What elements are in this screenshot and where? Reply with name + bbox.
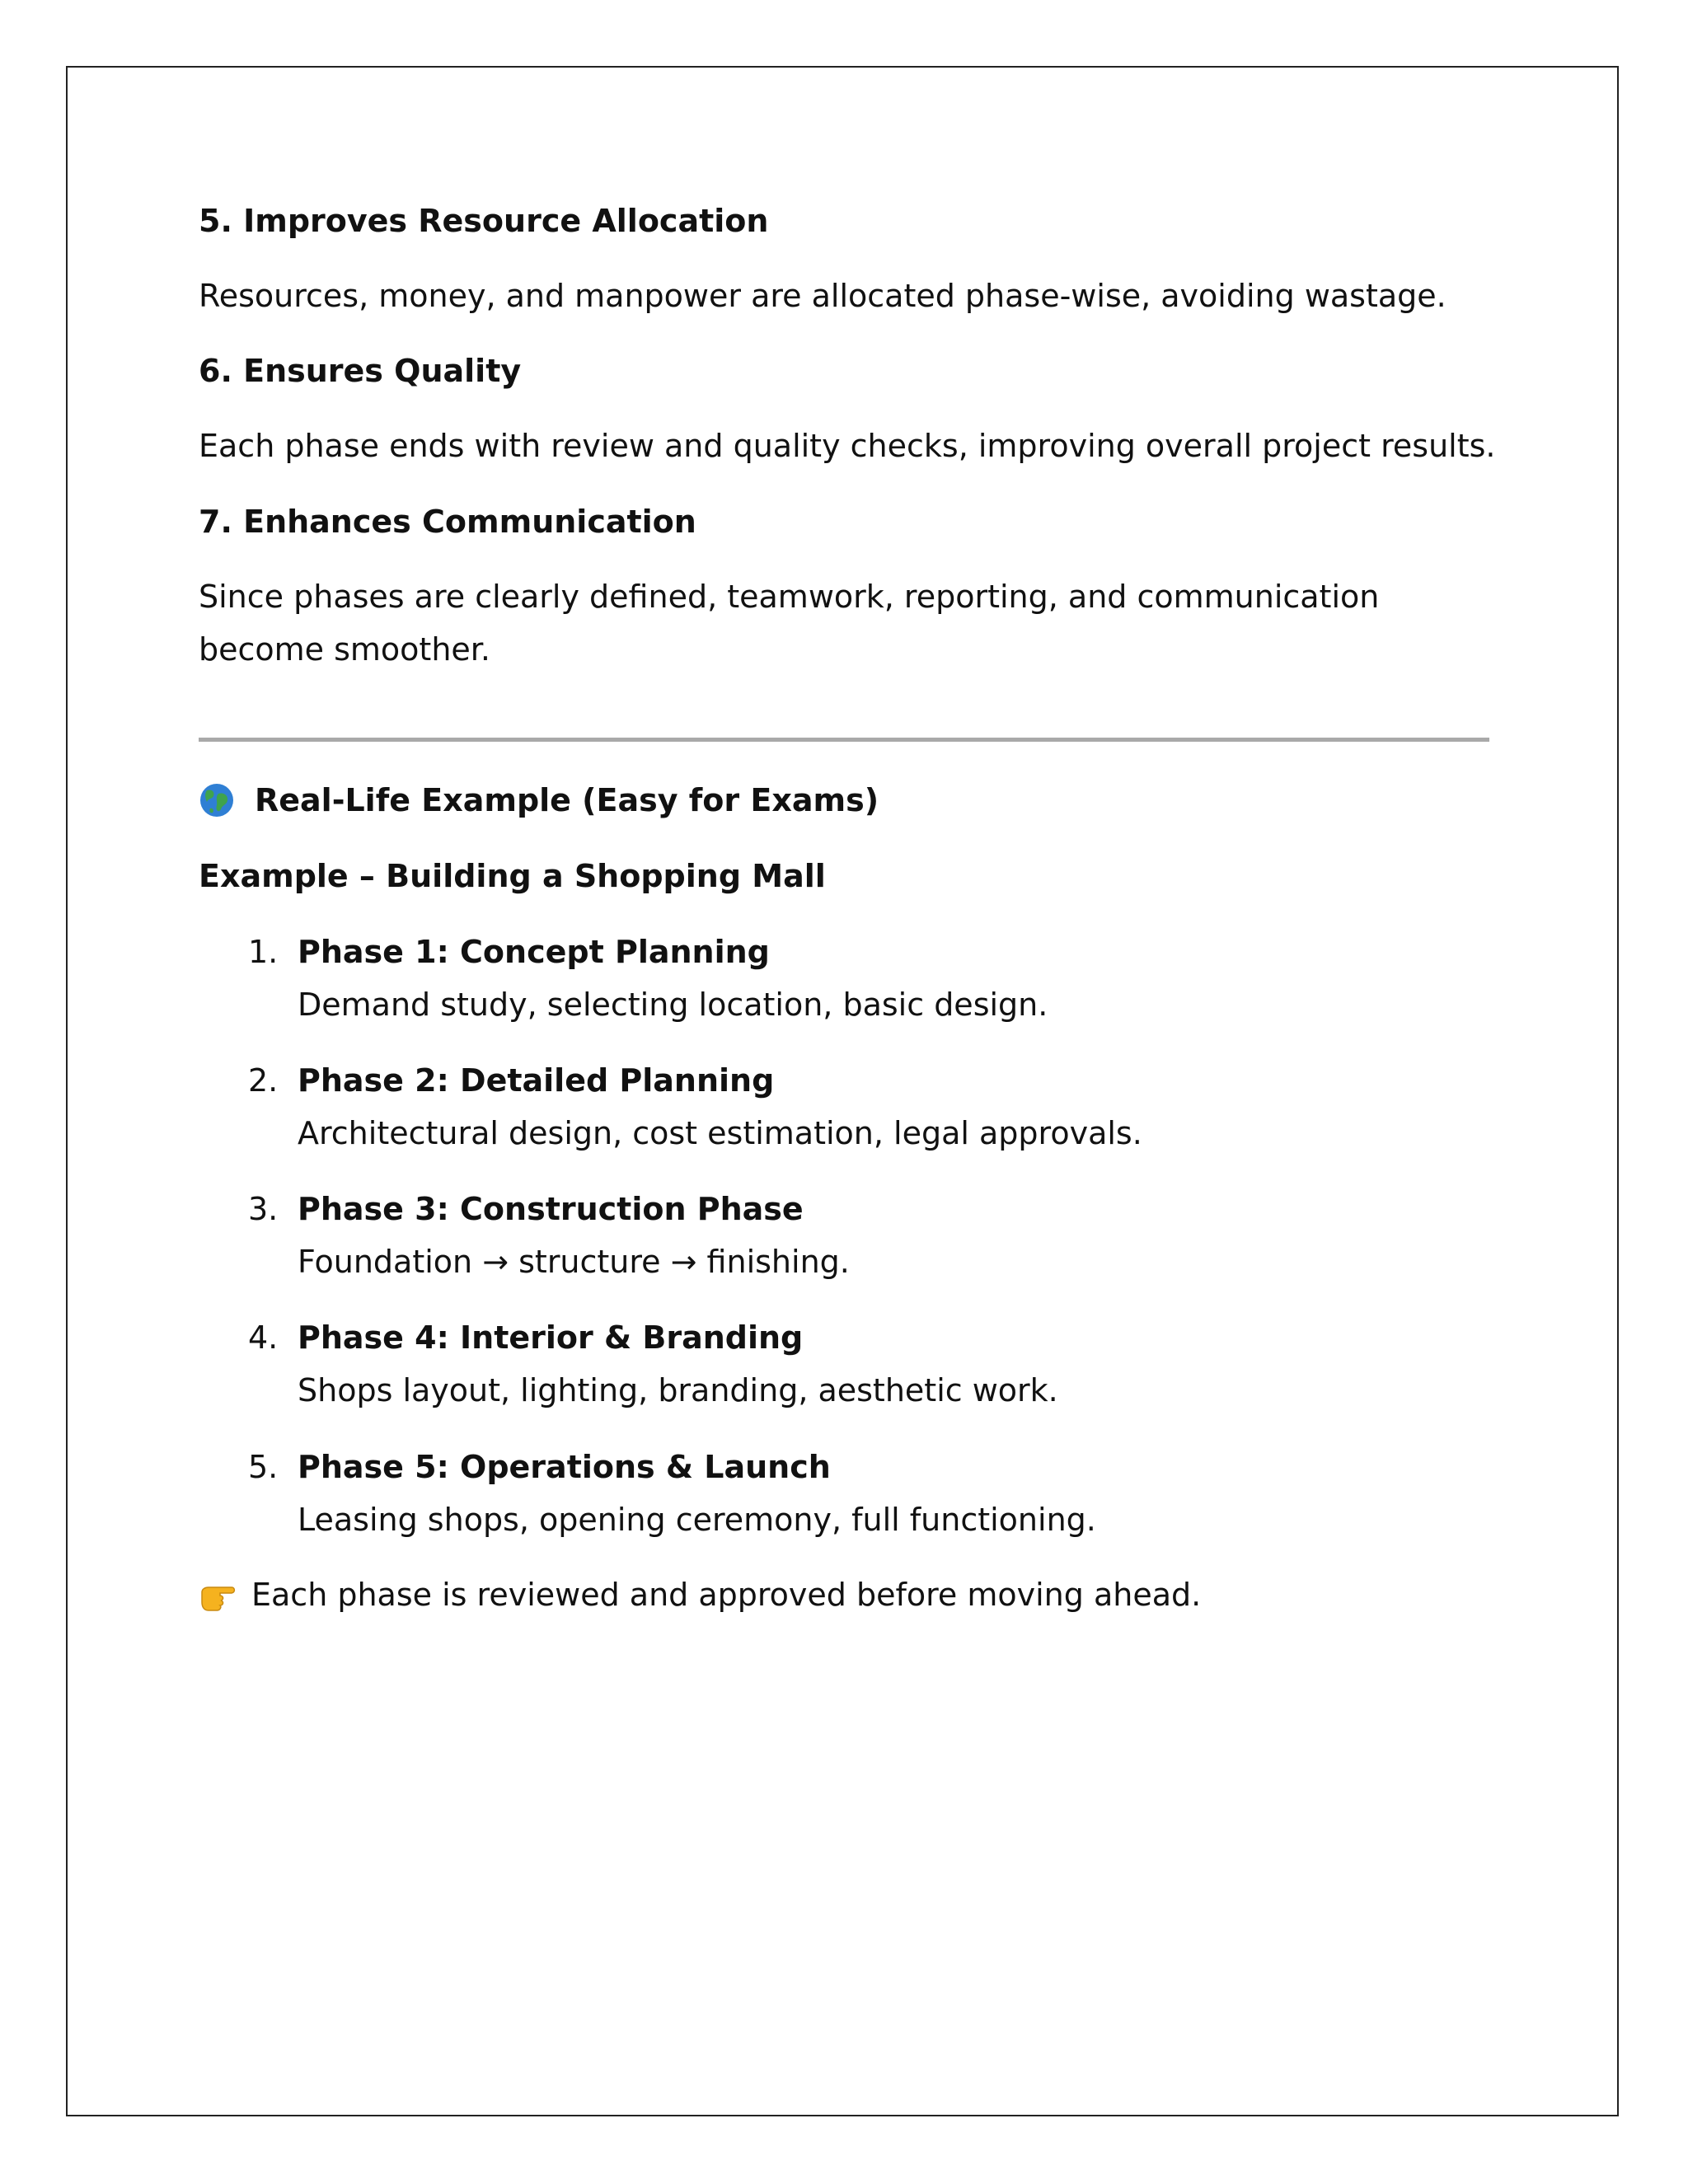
example-heading (199, 781, 879, 819)
phase-title: Phase 3: Construction Phase (298, 1191, 804, 1227)
example-subheading: Example – Building a Shopping Mall (199, 858, 826, 894)
section-text-communication: Since phases are clearly defined, teamwork, reporting, and communication become smoother. (199, 579, 1380, 668)
section-heading-resource-allocation: 5. Improves Resource Allocation (199, 203, 769, 239)
pointing-hand-icon (199, 1579, 237, 1612)
section-text-resource-allocation: Resources, money, and manpower are allocated phase-wise, avoiding wastage. (199, 278, 1447, 314)
phase-number: 2. (248, 1062, 279, 1099)
section-text-quality: Each phase ends with review and quality checks, improving overall project results. (199, 428, 1496, 464)
section-heading-quality: 6. Ensures Quality (199, 353, 522, 389)
example-note (199, 1576, 1201, 1614)
globe-icon (199, 782, 235, 818)
phase-title: Phase 5: Operations & Launch (298, 1449, 831, 1485)
section-divider (199, 738, 1489, 742)
phase-description: Leasing shops, opening ceremony, full functioning. (298, 1502, 1096, 1538)
phase-number: 4. (248, 1319, 279, 1356)
phase-title: Phase 1: Concept Planning (298, 934, 770, 970)
example-note-text: Each phase is reviewed and approved before moving ahead. (251, 1577, 1202, 1613)
phase-description: Architectural design, cost estimation, legal approvals. (298, 1115, 1142, 1151)
phase-description: Demand study, selecting location, basic design. (298, 987, 1048, 1023)
phase-description: Foundation → structure → finishing. (298, 1244, 850, 1280)
phase-title: Phase 2: Detailed Planning (298, 1062, 775, 1099)
phase-number: 5. (248, 1449, 279, 1485)
section-heading-communication: 7. Enhances Communication (199, 504, 696, 540)
phase-number: 1. (248, 934, 279, 970)
example-heading-text: Real-Life Example (Easy for Exams) (255, 782, 879, 818)
phase-number: 3. (248, 1191, 279, 1227)
phase-description: Shops layout, lighting, branding, aesthetic work. (298, 1372, 1058, 1408)
phase-title: Phase 4: Interior & Branding (298, 1319, 804, 1356)
